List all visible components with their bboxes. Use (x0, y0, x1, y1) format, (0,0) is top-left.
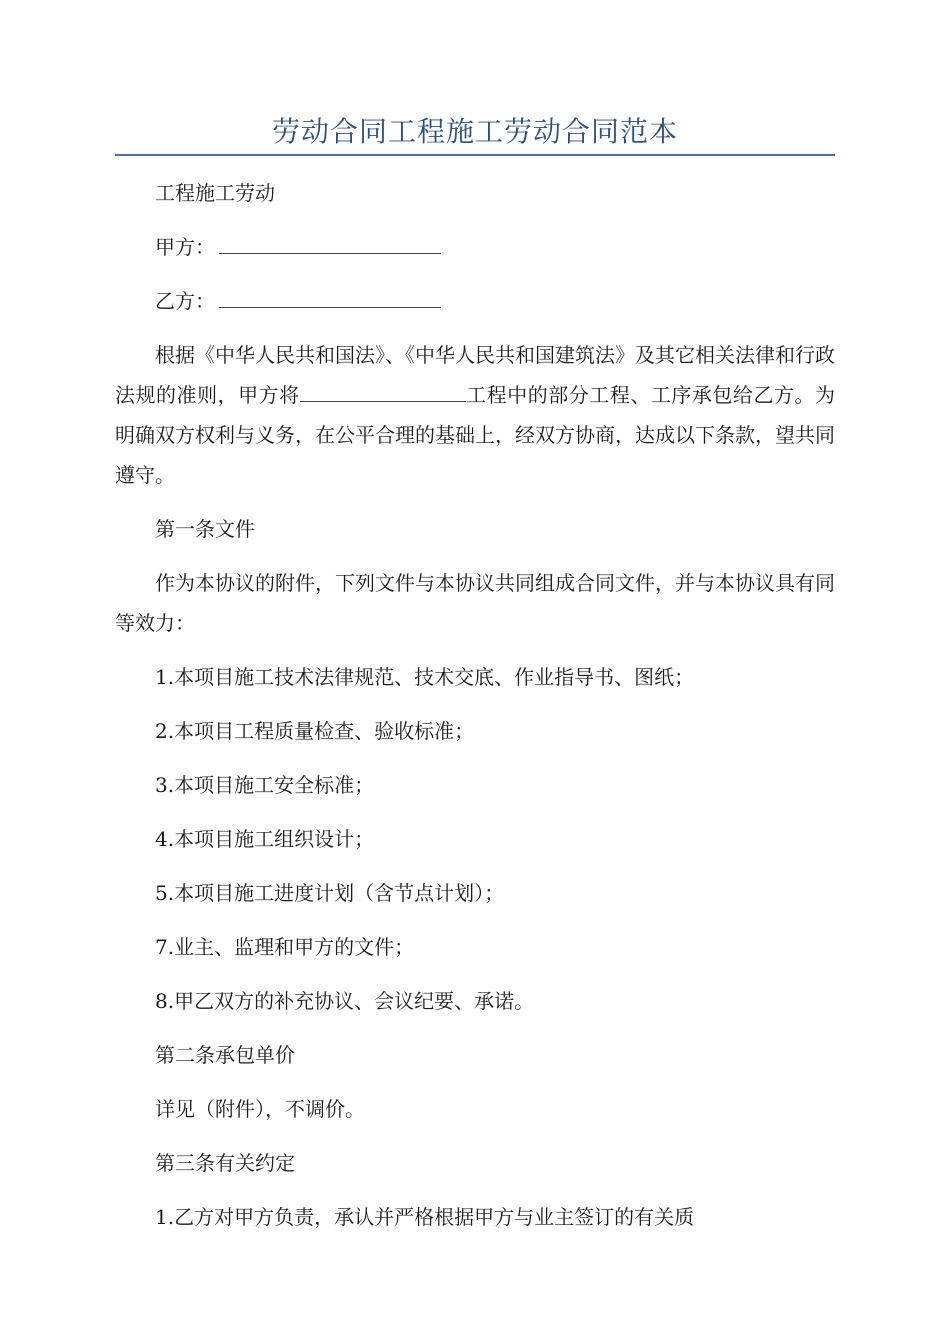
article3-heading: 第三条有关约定 (155, 1151, 295, 1175)
document-body (115, 173, 835, 1251)
article1-item: 3.本项目施工安全标准； (155, 773, 375, 797)
subtitle: 工程施工劳动 (155, 181, 275, 205)
article1-heading: 第一条文件 (155, 517, 255, 541)
intro-text-part2: 工程中的部分工程、工序承包给乙方。为明确双方权利与义务，在公平合理的基础上，经双方协商，达成以下条款，望共同遵守。 (115, 383, 836, 487)
party-b-blank (219, 281, 441, 308)
article2-text: 详见（附件），不调价。 (155, 1097, 365, 1121)
article1-item: 7.业主、监理和甲方的文件； (155, 935, 415, 959)
article1-item: 4.本项目施工组织设计； (155, 827, 375, 851)
article2-heading: 第二条承包单价 (155, 1043, 295, 1067)
article1-item: 8.甲乙双方的补充协议、会议纪要、承诺。 (155, 989, 535, 1013)
intro-text-part1: 根据《中华人民共和国法》、《中华人民共和国建筑法》及其它相关法律和行政法规的准则，甲方将 (115, 343, 835, 407)
article1-lead: 作为本协议的附件，下列文件与本协议共同组成合同文件，并与本协议具有同等效力： (115, 571, 835, 635)
article1-item: 5.本项目施工进度计划（含节点计划）； (155, 881, 505, 905)
document-title: 劳动合同工程施工劳动合同范本 (271, 115, 678, 148)
party-a-label: 甲方： (155, 235, 215, 259)
party-b-label: 乙方： (155, 289, 215, 313)
article1-item: 2.本项目工程质量检查、验收标准； (155, 719, 475, 743)
party-a-blank (219, 227, 441, 254)
title-underline (115, 154, 835, 156)
article3-item: 1.乙方对甲方负责，承认并严格根据甲方与业主签订的有关质 (155, 1205, 695, 1229)
article1-item: 1.本项目施工技术法律规范、技术交底、作业指导书、图纸； (155, 665, 695, 689)
project-name-blank (300, 375, 466, 402)
party-a-line (115, 227, 835, 267)
party-b-line (115, 281, 835, 321)
intro-paragraph (115, 335, 835, 495)
